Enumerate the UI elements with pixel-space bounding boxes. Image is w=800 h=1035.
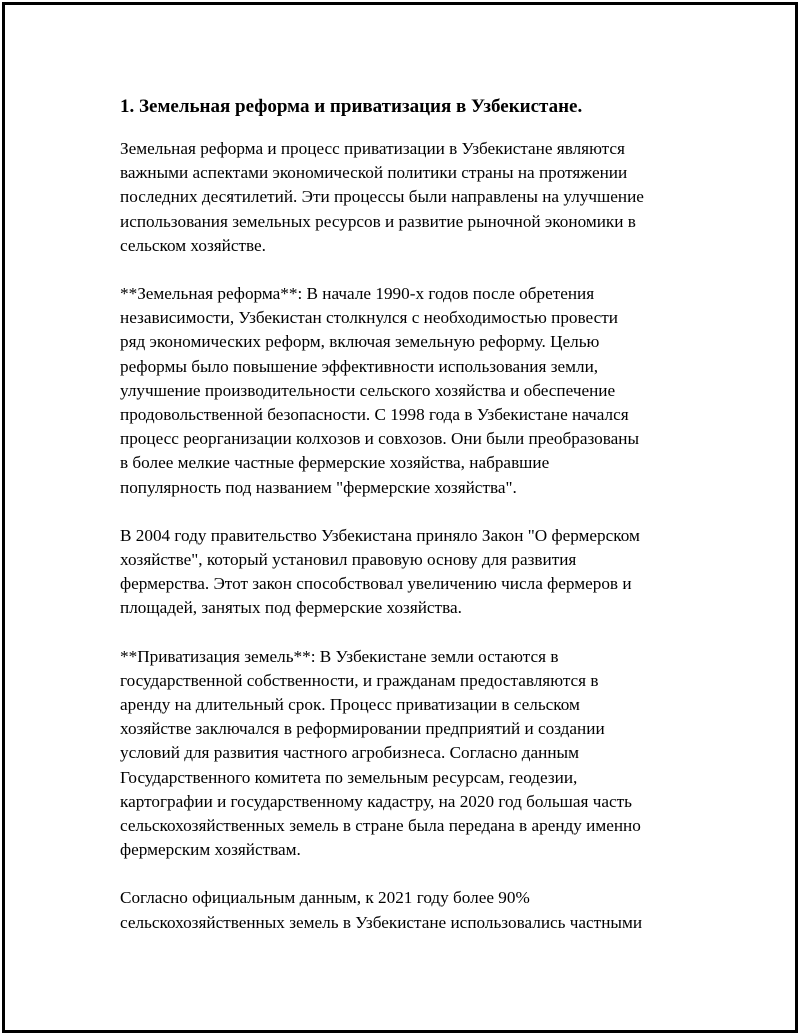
paragraph-line: улучшение производительности сельского хозяйства и обеспечение [120,380,616,400]
paragraph [120,645,700,863]
paragraph-line: сельскохозяйственных земель в Узбекистане использовались частными [120,912,643,932]
paragraph-list [120,137,700,935]
paragraph-line: картографии и государственному кадастру, на 2020 год большая часть [120,791,632,811]
paragraph-line: **Земельная реформа**: В начале 1990-х годов после обретения [120,284,595,304]
paragraph-line: хозяйстве заключался в реформировании предприятий и создании [120,719,605,739]
paragraph-line: продовольственной безопасности. С 1998 года в Узбекистане начался [120,405,629,425]
document-body [120,95,700,959]
paragraph [120,137,700,258]
paragraph-line: последних десятилетий. Эти процессы были направлены на улучшение [120,187,644,207]
paragraph [120,524,700,621]
paragraph-line: сельском хозяйстве. [120,235,266,255]
paragraph-line: Согласно официальным данным, к 2021 году более 90% [120,888,530,908]
paragraph-line: условий для развития частного агробизнеса. Согласно данным [120,743,579,763]
paragraph-line: фермерским хозяйствам. [120,840,301,860]
paragraph-line: независимости, Узбекистан столкнулся с необходимостью провести [120,308,618,328]
paragraph-line: В 2004 году правительство Узбекистана приняло Закон "О фермерском [120,525,640,545]
paragraph-line: **Приватизация земель**: В Узбекистане земли остаются в [120,646,559,666]
paragraph-line: Государственного комитета по земельным ресурсам, геодезии, [120,767,578,787]
paragraph-line: использования земельных ресурсов и развитие рыночной экономики в [120,211,636,231]
paragraph-line: сельскохозяйственных земель в стране была передана в аренду именно [120,816,641,836]
paragraph-line: аренду на длительный срок. Процесс приватизации в сельском [120,695,580,715]
paragraph-line: ряд экономических реформ, включая земельную реформу. Целью [120,332,600,352]
paragraph-line: популярность под названием "фермерские хозяйства". [120,477,517,497]
paragraph-line: важными аспектами экономической политики страны на протяжении [120,163,628,183]
paragraph-line: в более мелкие частные фермерские хозяйства, набравшие [120,453,550,473]
paragraph-line: Земельная реформа и процесс приватизации в Узбекистане являются [120,139,625,158]
paragraph-line: площадей, занятых под фермерские хозяйства. [120,598,462,618]
document-page [2,2,798,1033]
paragraph-line: фермерства. Этот закон способствовал увеличению числа фермеров и [120,574,632,594]
paragraph-line: хозяйстве", который установил правовую основу для развития [120,550,577,570]
paragraph-line: государственной собственности, и гражданам предоставляются в [120,670,599,690]
paragraph-line: реформы было повышение эффективности использования земли, [120,356,599,376]
paragraph-line: процесс реорганизации колхозов и совхозов. Они были преобразованы [120,429,639,449]
paragraph [120,886,700,934]
section-heading: 1. Земельная реформа и приватизация в Узбекистане. [120,96,583,117]
paragraph [120,282,700,500]
